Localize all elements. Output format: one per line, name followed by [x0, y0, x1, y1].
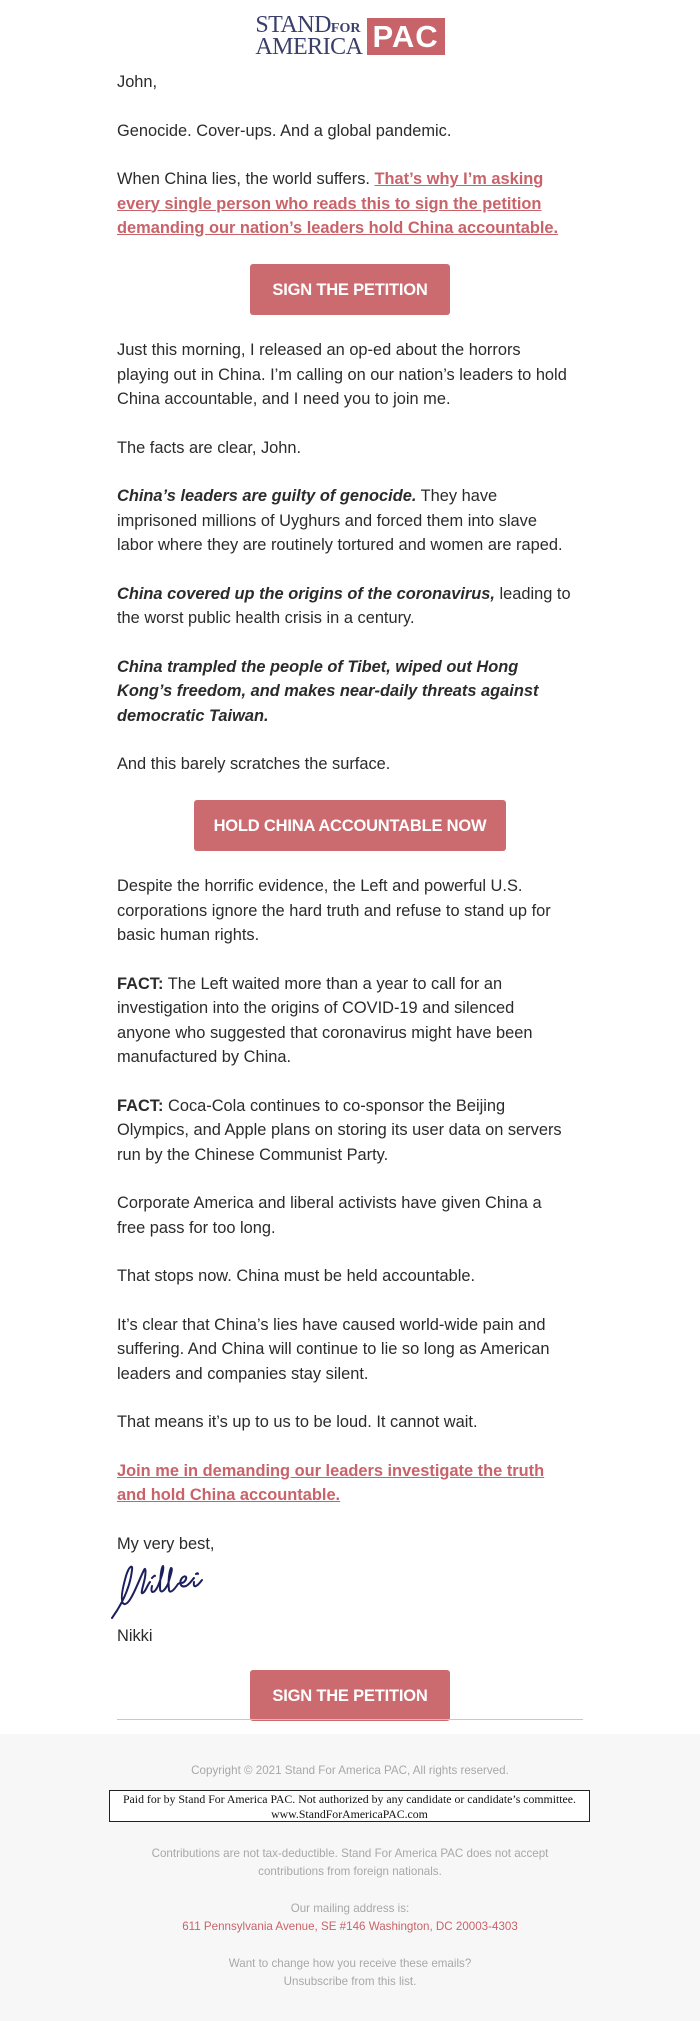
coverup-paragraph [117, 582, 572, 631]
footer [0, 1734, 700, 2021]
coverup-rest: leading to the worst public health crisis in a century. [117, 584, 571, 627]
signature-icon [108, 1560, 208, 1622]
unsubscribe-link[interactable]: Unsubscribe from this list. [283, 1975, 417, 1988]
email-body [117, 70, 572, 1744]
fact-label: FACT: [117, 1096, 164, 1115]
facts-clear-paragraph: The facts are clear, John. [117, 438, 302, 457]
surface-paragraph: And this barely scratches the surface. [117, 755, 391, 773]
closing: My very best, [117, 1534, 215, 1553]
logo-for: FOR [330, 21, 361, 36]
loud-paragraph: That means it’s up to us to be loud. It cannot wait. [117, 1413, 478, 1431]
sign-petition-button-top[interactable]: SIGN THE PETITION [250, 264, 449, 316]
logo-line2: AMERICA [255, 34, 363, 60]
genocide-paragraph [117, 484, 572, 558]
intro-paragraph: Genocide. Cover-ups. And a global pandemic. [117, 121, 452, 140]
copyright: Copyright © 2021 Stand For America PAC, All rights reserved. [191, 1764, 509, 1777]
button-row [0, 800, 700, 852]
despite-paragraph: Despite the horrific evidence, the Left and powerful U.S. corporations ignore the hard truth and refuse to stand up for basic human rights. [117, 877, 551, 944]
sign-petition-button-bottom[interactable]: SIGN THE PETITION [250, 1670, 449, 1722]
mailing-address-label: Our mailing address is: [290, 1902, 410, 1915]
lies-paragraph [117, 167, 572, 241]
stand-for-america-pac-logo[interactable] [0, 12, 700, 60]
footer-divider [117, 1719, 583, 1720]
lies-lead-text: When China lies, the world suffers. [117, 170, 375, 188]
oped-paragraph: Just this morning, I released an op-ed about the horrors playing out in China. I’m calling on our nation’s leaders to hold China accountable, and I need you to join me. [117, 341, 567, 408]
logo-line1: STAND [255, 12, 331, 38]
genocide-rest: They have imprisoned millions of Uyghurs and forced them into slave labor where they are routinely tortured and women are raped. [117, 487, 563, 554]
paid-for-text: Paid for by Stand For America PAC. Not authorized by any candidate or candidate’s committee. [123, 1792, 576, 1806]
join-link[interactable]: Join me in demanding our leaders investigate the truth and hold China accountable. [117, 1461, 545, 1504]
join-paragraph [117, 1459, 572, 1508]
fact1-text: The Left waited more than a year to call for an investigation into the origins of COVID-19 and silenced anyone who suggested that coronavirus might have been manufactured by China. [117, 974, 533, 1066]
greeting: John, [117, 73, 158, 91]
contributions-note: Contributions are not tax-deductible. Stand For America PAC does not accept contributions from foreign nationals. [151, 1847, 549, 1878]
petition-link[interactable]: That’s why I’m asking every single person who reads this to sign the petition demanding our nation’s leaders hold China accountable. [117, 170, 559, 237]
paid-for-disclaimer [109, 1790, 590, 1822]
clear-paragraph: It’s clear that China’s lies have caused world-wide pain and suffering. And China will continue to lie so long as American leaders and companies stay silent. [117, 1315, 550, 1383]
stops-paragraph: That stops now. China must be held accountable. [117, 1267, 476, 1285]
fact2-paragraph [117, 1094, 572, 1168]
mailing-address[interactable]: 611 Pennsylvania Avenue, SE #146 Washington, DC 20003-4303 [182, 1920, 518, 1933]
button-row [0, 1670, 700, 1722]
logo-wordmark [255, 12, 363, 60]
fact-label: FACT: [117, 974, 164, 993]
hold-china-accountable-button[interactable]: HOLD CHINA ACCOUNTABLE NOW [194, 800, 507, 852]
logo-pac-badge: PAC [367, 18, 445, 55]
coverup-bold: China covered up the origins of the coronavirus, [117, 584, 495, 603]
paid-for-url: www.StandForAmericaPAC.com [271, 1807, 428, 1821]
signer-name: Nikki [117, 1627, 153, 1645]
fact2-text: Coca-Cola continues to co-sponsor the Beijing Olympics, and Apple plans on storing its user data on servers run by the Chinese Communist Party. [117, 1096, 562, 1164]
fact1-paragraph [117, 972, 572, 1070]
genocide-bold: China’s leaders are guilty of genocide. [117, 487, 417, 505]
tibet-paragraph: China trampled the people of Tibet, wiped out Hong Kong’s freedom, and makes near-daily threats against democratic Taiwan. [117, 657, 539, 725]
signature-image [108, 1560, 572, 1622]
button-row [0, 264, 700, 316]
change-preferences-prompt: Want to change how you receive these emails? [228, 1957, 472, 1970]
corporate-paragraph: Corporate America and liberal activists have given China a free pass for too long. [117, 1194, 542, 1237]
